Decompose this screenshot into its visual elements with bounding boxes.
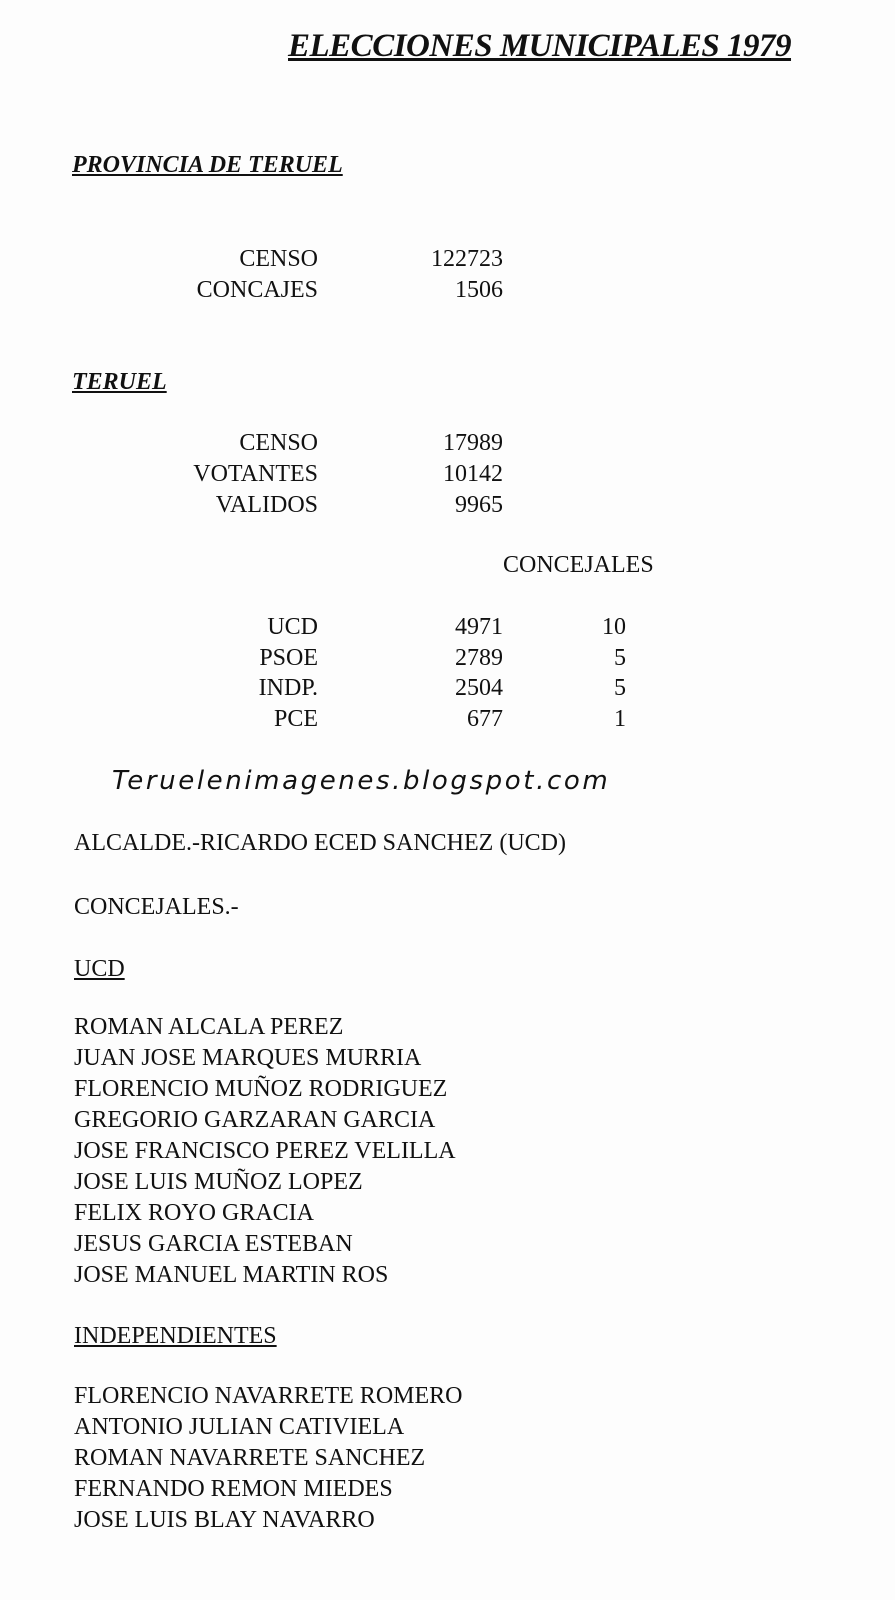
row-label: CENSO <box>239 430 318 456</box>
party-votes: 2789 <box>455 645 503 671</box>
party-seats: 10 <box>602 614 626 640</box>
teruel-row-votantes <box>0 459 895 489</box>
independientes-name-list <box>74 1381 463 1536</box>
row-value: 17989 <box>443 430 503 456</box>
party-seats: 5 <box>614 645 626 671</box>
result-row-indp <box>0 673 895 703</box>
row-label: CENSO <box>239 246 318 272</box>
row-value: 1506 <box>455 277 503 303</box>
list-item: ROMAN ALCALA PEREZ <box>74 1014 344 1040</box>
row-label: VOTANTES <box>193 461 318 487</box>
party-votes: 677 <box>467 706 503 732</box>
list-item: FELIX ROYO GRACIA <box>74 1200 314 1226</box>
party-votes: 4971 <box>455 614 503 640</box>
independientes-heading: INDEPENDIENTES <box>74 1323 277 1349</box>
provincia-row-concajes <box>0 275 895 305</box>
teruel-heading: TERUEL <box>72 369 167 395</box>
provincia-row-censo <box>0 244 895 274</box>
party-name: UCD <box>267 614 318 640</box>
list-item: JESUS GARCIA ESTEBAN <box>74 1231 353 1257</box>
party-seats: 5 <box>614 675 626 701</box>
list-item: ROMAN NAVARRETE SANCHEZ <box>74 1445 426 1471</box>
list-item: JUAN JOSE MARQUES MURRIA <box>74 1045 422 1071</box>
teruel-row-validos <box>0 490 895 520</box>
result-row-psoe <box>0 643 895 673</box>
ucd-heading: UCD <box>74 956 125 982</box>
row-value: 10142 <box>443 461 503 487</box>
page-title: ELECCIONES MUNICIPALES 1979 <box>288 28 792 64</box>
party-votes: 2504 <box>455 675 503 701</box>
list-item: ANTONIO JULIAN CATIVIELA <box>74 1414 405 1440</box>
row-label: VALIDOS <box>215 492 318 518</box>
list-item: FLORENCIO MUÑOZ RODRIGUEZ <box>74 1076 448 1102</box>
party-name: PSOE <box>259 645 318 671</box>
row-value: 9965 <box>455 492 503 518</box>
concejales-label: CONCEJALES.- <box>74 894 239 920</box>
party-name: PCE <box>273 706 318 732</box>
teruel-row-censo <box>0 428 895 458</box>
row-value: 122723 <box>431 246 503 272</box>
result-row-ucd <box>0 612 895 642</box>
row-label: CONCAJES <box>196 277 318 303</box>
party-name: INDP. <box>258 675 318 701</box>
list-item: GREGORIO GARZARAN GARCIA <box>74 1107 436 1133</box>
result-row-pce <box>0 704 895 734</box>
list-item: JOSE FRANCISCO PEREZ VELILLA <box>74 1138 456 1164</box>
provincia-heading: PROVINCIA DE TERUEL <box>72 152 343 178</box>
alcalde-line: ALCALDE.-RICARDO ECED SANCHEZ (UCD) <box>74 830 566 856</box>
list-item: FLORENCIO NAVARRETE ROMERO <box>74 1383 463 1409</box>
list-item: JOSE LUIS MUÑOZ LOPEZ <box>74 1169 363 1195</box>
party-seats: 1 <box>614 706 626 732</box>
list-item: JOSE LUIS BLAY NAVARRO <box>74 1507 375 1533</box>
list-item: FERNANDO REMON MIEDES <box>74 1476 393 1502</box>
list-item: JOSE MANUEL MARTIN ROS <box>74 1262 389 1288</box>
ucd-name-list <box>74 1012 456 1291</box>
concejales-column-header: CONCEJALES <box>503 552 654 578</box>
blog-watermark: Teruelenimagenes.blogspot.com <box>112 766 611 796</box>
